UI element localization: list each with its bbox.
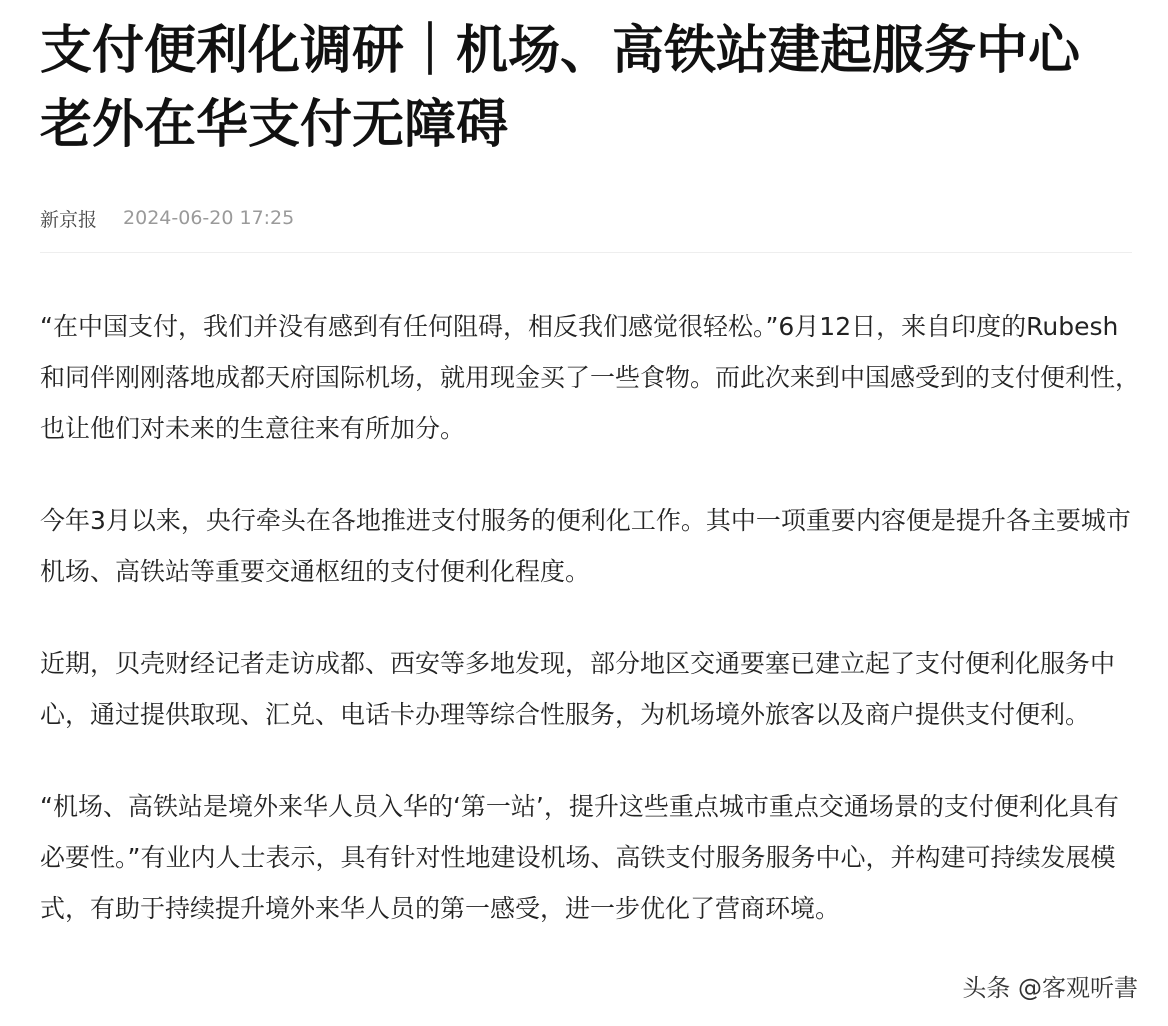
divider [40, 252, 1132, 253]
paragraph-2: 今年3月以来，央行牵头在各地推进支付服务的便利化工作。其中一项重要内容便是提升各主要城市机场、高铁站等重要交通枢纽的支付便利化程度。 [40, 506, 1131, 586]
watermark: 头条 @客观听書 [958, 968, 1142, 1003]
source-name[interactable]: 新京报 [40, 208, 98, 231]
article-meta [40, 204, 1140, 232]
paragraph-1: “在中国支付，我们并没有感到有任何阻碍，相反我们感觉很轻松。”6月12日，来自印度的Rubesh和同伴刚刚落地成都天府国际机场，就用现金买了一些食物。而此次来到中国感受到的支付便利性，也让他们对未来的生意往来有所加分。 [40, 312, 1141, 443]
paragraph-3: 近期，贝壳财经记者走访成都、西安等多地发现，部分地区交通要塞已建立起了支付便利化服务中心，通过提供取现、汇兑、电话卡办理等综合性服务，为机场境外旅客以及商户提供支付便利。 [40, 649, 1116, 729]
article-title: 支付便利化调研｜机场、高铁站建起服务中心 老外在华支付无障碍 [40, 21, 1081, 155]
article [40, 0, 1140, 934]
publish-time: 2024-06-20 17:25 [123, 207, 295, 229]
paragraph-4: “机场、高铁站是境外来华人员入华的‘第一站’，提升这些重点城市重点交通场景的支付便利化具有必要性。”有业内人士表示，具有针对性地建设机场、高铁支付服务服务中心，并构建可持续发展模式，有助于持续提升境外来华人员的第一感受，进一步优化了营商环境。 [40, 792, 1119, 923]
